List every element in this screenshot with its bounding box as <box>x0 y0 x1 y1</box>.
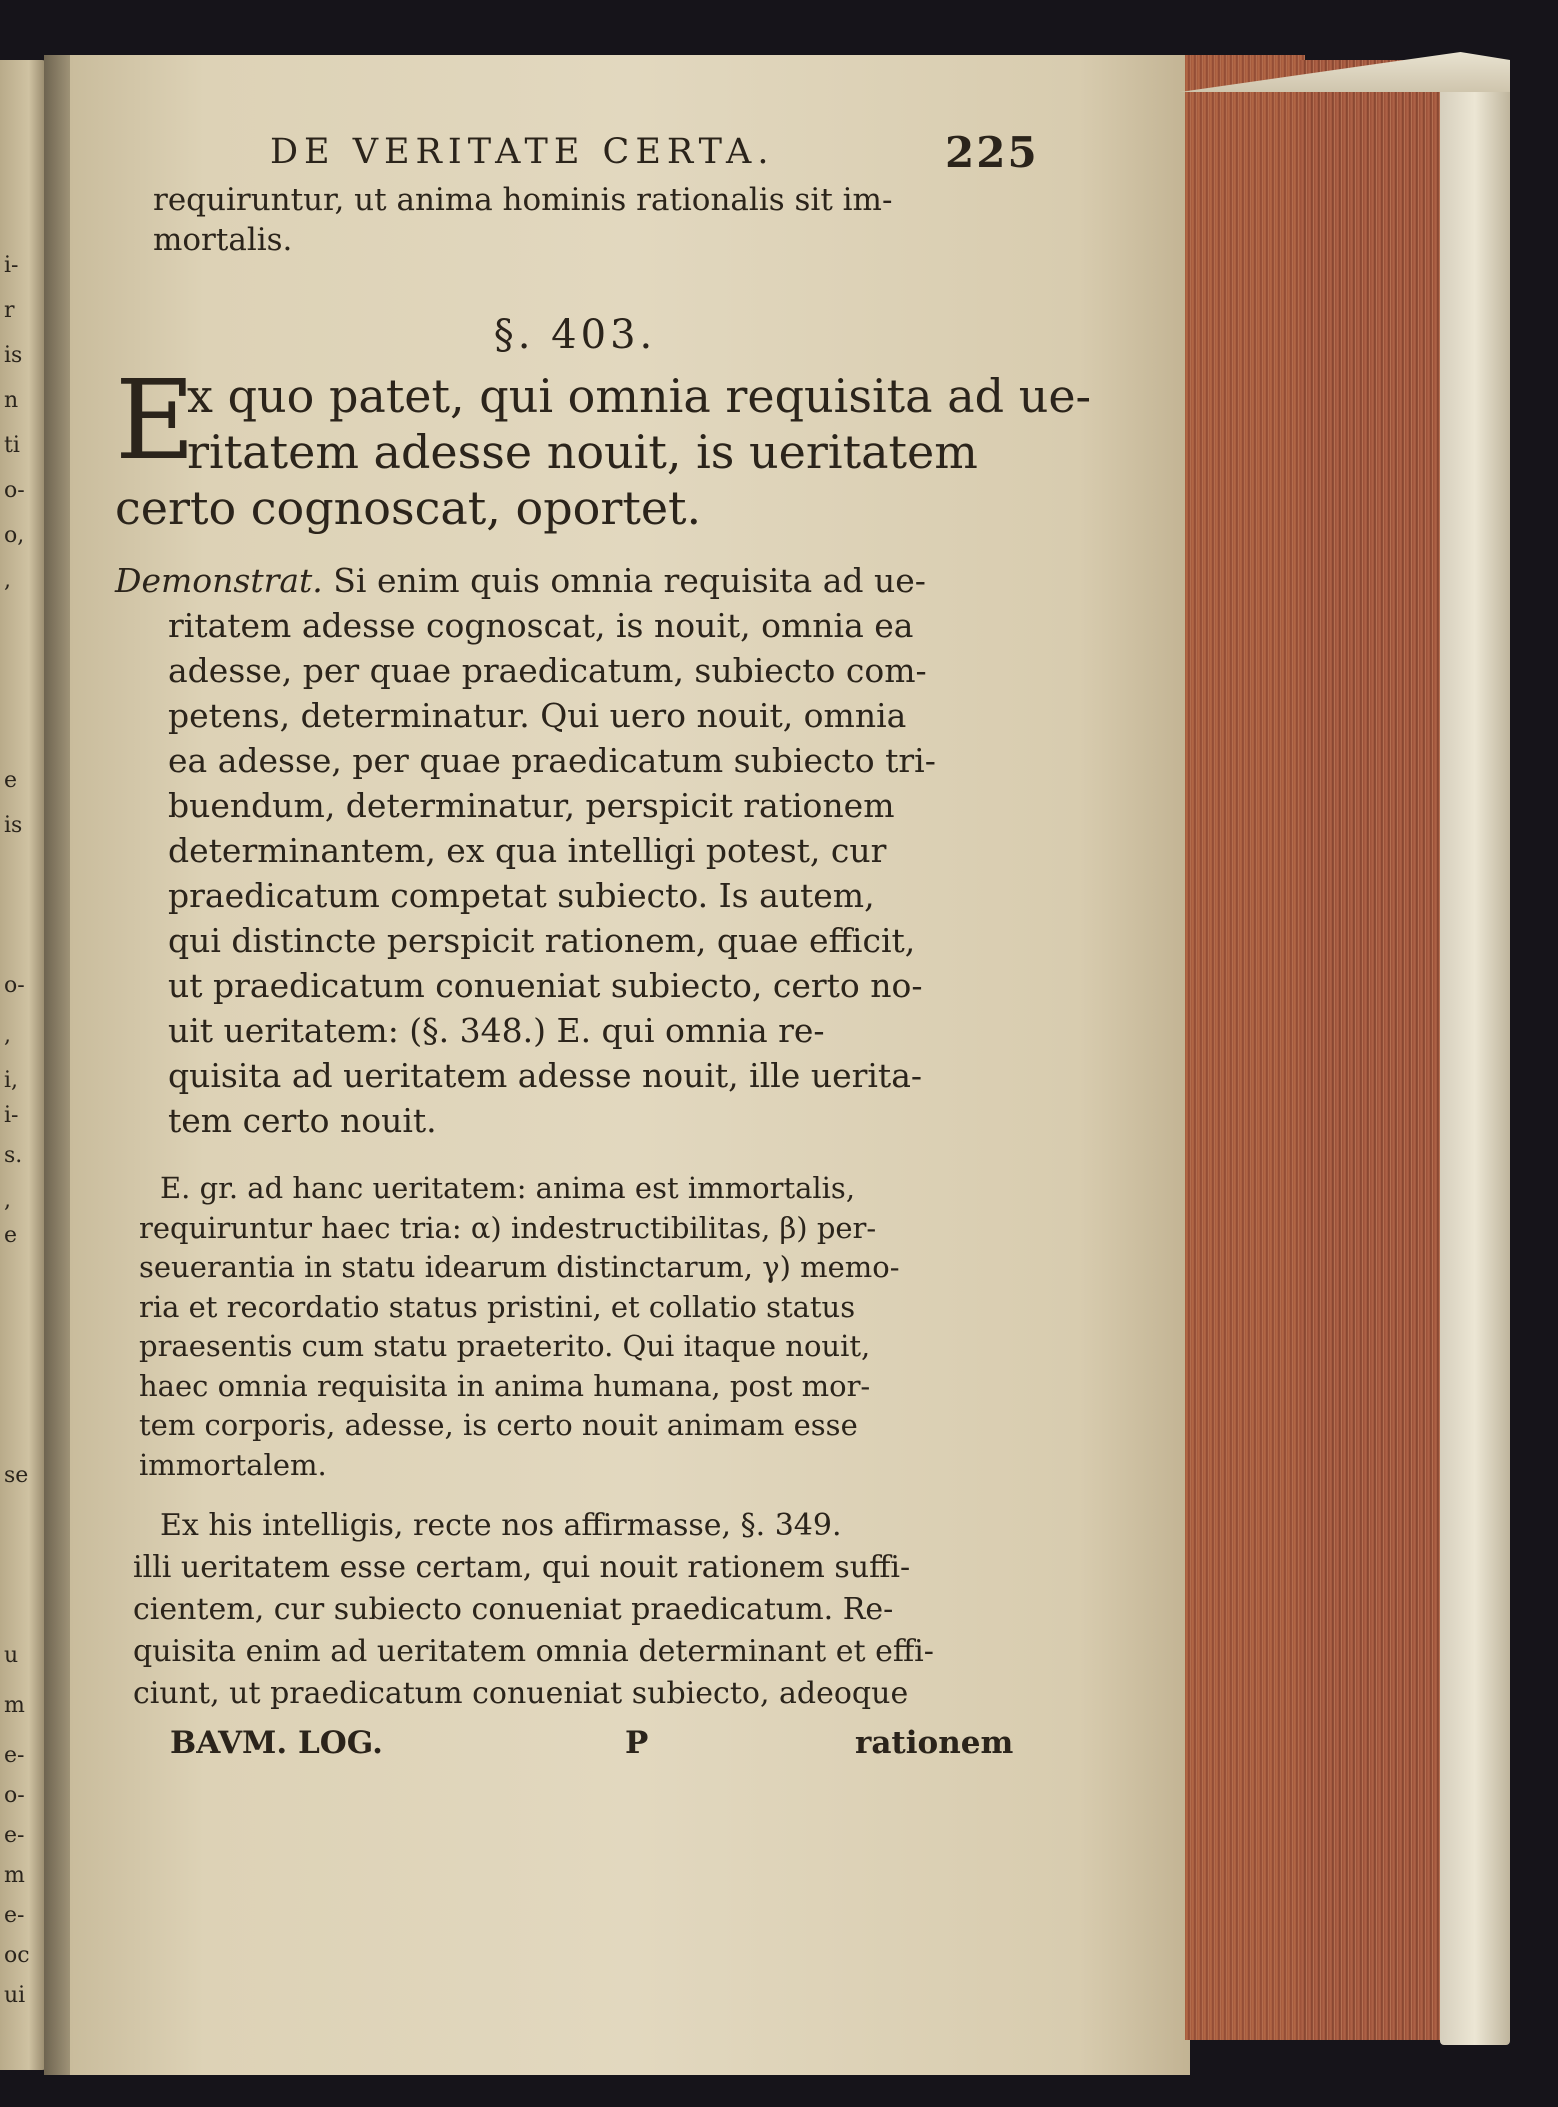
text-line: quisita ad ueritatem adesse nouit, ille uerita- <box>168 1056 923 1095</box>
page-text <box>115 120 1092 1771</box>
running-title: DE VERITATE CERTA. <box>270 132 775 172</box>
text-line: cientem, cur subiecto conueniat praedicatum. Re- <box>133 1592 894 1627</box>
page-fore-edge <box>1185 55 1305 2040</box>
closing-paragraph <box>115 1505 1035 1715</box>
text-line: illi ueritatem esse certam, qui nouit rationem suffi- <box>133 1550 911 1585</box>
proposition-line: certo cognoscat, oportet. <box>115 481 702 535</box>
margin-fragment: u <box>4 1643 19 1668</box>
text-line: tem corporis, adesse, is certo nouit animam esse <box>139 1408 858 1442</box>
text-line: Si enim quis omnia requisita ad ue- <box>333 561 926 600</box>
margin-fragment: e- <box>4 1903 25 1928</box>
margin-fragment: i- <box>4 253 19 278</box>
catchword: rationem <box>855 1725 1014 1761</box>
text-line: ritatem adesse cognoscat, is nouit, omnia ea <box>168 606 914 645</box>
margin-fragment: r <box>4 298 15 323</box>
text-line: E. gr. ad hanc ueritatem: anima est immortalis, <box>160 1171 856 1205</box>
text-line: ria et recordatio status pristini, et collatio status <box>139 1289 856 1324</box>
text-line: buendum, determinatur, perspicit rationem <box>168 786 895 825</box>
proposition <box>115 356 1092 536</box>
margin-fragment: m <box>4 1693 25 1718</box>
section-heading: §. 403. <box>493 312 657 358</box>
text-line: requiruntur, ut anima hominis rationalis sit im- <box>153 182 893 218</box>
margin-fragment: s. <box>4 1143 23 1168</box>
margin-fragment: ti <box>4 433 20 458</box>
running-head <box>115 120 1039 180</box>
text-line: praedicatum competat subiecto. Is autem, <box>168 876 875 915</box>
margin-fragment: se <box>4 1463 29 1488</box>
margin-fragment: , <box>4 1023 11 1048</box>
proposition-line: ritatem adesse nouit, is ueritatem <box>187 425 978 479</box>
book-cover-edge <box>1440 70 1510 2045</box>
margin-fragment: o- <box>4 478 25 503</box>
margin-fragment: n <box>4 388 19 413</box>
text-line: ut praedicatum conueniat subiecto, certo no- <box>168 966 923 1005</box>
signature-mark: P <box>625 1725 649 1761</box>
signature-left: BAVM. LOG. <box>170 1725 383 1761</box>
demonstration-label: Demonstrat. <box>115 561 323 600</box>
text-line: determinantem, ex qua intelligi potest, cur <box>168 831 887 870</box>
margin-fragment: o- <box>4 1783 25 1808</box>
text-line: requiruntur haec tria: α) indestructibilitas, β) per- <box>139 1210 877 1245</box>
text-line: seuerantia in statu idearum distinctarum, γ) memo- <box>139 1250 900 1284</box>
margin-fragment: e- <box>4 1823 25 1848</box>
margin-fragment: e <box>4 768 18 793</box>
text-line: mortalis. <box>153 222 293 258</box>
text-line: quisita enim ad ueritatem omnia determinant et effi- <box>133 1634 934 1669</box>
drop-cap: E <box>115 356 196 484</box>
margin-fragment: is <box>4 813 23 838</box>
margin-fragment: , <box>4 1188 11 1213</box>
margin-fragment: i, <box>4 1068 19 1093</box>
text-line: qui distincte perspicit rationem, quae efficit, <box>168 921 916 960</box>
margin-fragment: e <box>4 1223 18 1248</box>
text-line: Ex his intelligis, recte nos affirmasse, §. 349. <box>160 1508 842 1543</box>
text-line: immortalem. <box>139 1447 327 1482</box>
margin-fragment: i- <box>4 1103 19 1128</box>
margin-fragment: o, <box>4 523 25 548</box>
text-line: praesentis cum statu praeterito. Qui itaque nouit, <box>139 1329 871 1363</box>
margin-fragment: , <box>4 568 11 593</box>
text-line: ciunt, ut praedicatum conueniat subiecto, adeoque <box>133 1676 909 1711</box>
text-line: petens, determinatur. Qui uero nouit, omnia <box>168 696 907 735</box>
margin-fragment: o- <box>4 973 25 998</box>
margin-fragment: ui <box>4 1983 26 2008</box>
page-fore-edge-back <box>1300 60 1450 2040</box>
margin-fragment: oc <box>4 1943 30 1968</box>
text-line: uit ueritatem: (§. 348.) E. qui omnia re- <box>168 1011 825 1050</box>
proposition-line: x quo patet, qui omnia requisita ad ue- <box>187 369 1092 423</box>
text-line: adesse, per quae praedicatum, subiecto com- <box>168 651 927 690</box>
margin-fragment: e- <box>4 1743 25 1768</box>
text-line: ea adesse, per quae praedicatum subiecto tri- <box>168 741 936 780</box>
facing-page-edge <box>0 60 48 2070</box>
example-paragraph <box>115 1169 1035 1485</box>
margin-fragment: is <box>4 343 23 368</box>
text-line: tem certo nouit. <box>168 1101 437 1140</box>
page-number: 225 <box>945 128 1039 177</box>
page-footer <box>115 1721 1035 1771</box>
demonstration <box>115 558 1035 1143</box>
carryover-text <box>115 180 1035 260</box>
margin-fragment: m <box>4 1863 25 1888</box>
text-line: haec omnia requisita in anima humana, post mor- <box>139 1368 871 1403</box>
